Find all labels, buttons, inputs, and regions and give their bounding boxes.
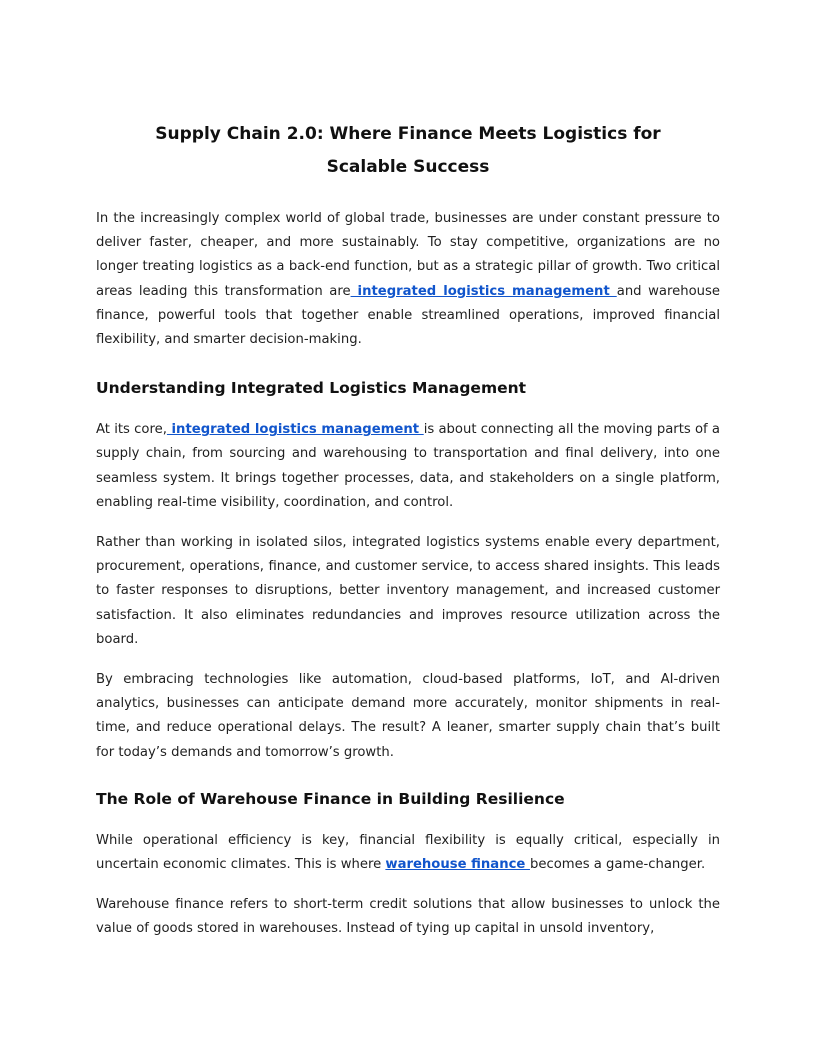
intro-text-before-link: In the increasingly complex world of global trade, businesses are under constant pressure to deliver faster, cheaper, and more sustainably. To stay competitive, organizations are no longer treating logistics as a back-end function, but as a strategic pillar of growth. Two critical areas leading this transformation are (96, 211, 720, 299)
section2-paragraph-1 (96, 829, 720, 877)
section2-p1-before-link: While operational efficiency is key, financial flexibility is equally critical, especially in uncertain economic climates. This is where (96, 832, 720, 873)
page-title: Supply Chain 2.0: Where Finance Meets Logistics for Scalable Success (155, 124, 661, 177)
section2-p1-after-link: becomes a game-changer. (529, 857, 706, 873)
integrated-logistics-link[interactable]: integrated logistics management (350, 283, 617, 299)
section2-paragraph-2: Warehouse finance refers to short-term credit solutions that allow businesses to unlock the value of goods stored in warehouses. Instead of tying up capital in unsold inventory, (96, 897, 720, 937)
section1-paragraph-3: By embracing technologies like automation, cloud-based platforms, IoT, and AI-driven analytics, businesses can anticipate demand more accurately, monitor shipments in real-time, and reduce operational delays. The result? A leaner, smarter supply chain that’s built for today’s demands and tomorrow’s growth. (96, 672, 720, 760)
document-page (96, 118, 720, 958)
integrated-logistics-link-2[interactable]: integrated logistics management (166, 422, 424, 438)
warehouse-finance-link[interactable]: warehouse finance (385, 857, 530, 873)
section1-p1-after-link: is about connecting all the moving parts of a supply chain, from sourcing and warehousing to transportation and final delivery, into one seamless system. It brings together processes, data, and stakeholders on a single platform, enabling real-time visibility, coordination, and control. (96, 422, 721, 510)
section1-paragraph-2: Rather than working in isolated silos, integrated logistics systems enable every department, procurement, operations, finance, and customer service, to access shared insights. This leads to faster responses to disruptions, better inventory management, and increased customer satisfaction. It also eliminates redundancies and improves resource utilization across the board. (96, 535, 720, 647)
section1-paragraph-1 (96, 418, 720, 515)
section-heading-integrated-logistics: Understanding Integrated Logistics Management (96, 379, 527, 398)
intro-paragraph (96, 207, 720, 352)
section-heading-warehouse-finance: The Role of Warehouse Finance in Building Resilience (96, 789, 565, 808)
section1-p1-before-link: At its core, (96, 422, 167, 438)
intro-text-after-link: and warehouse finance, powerful tools that together enable streamlined operations, improved financial flexibility, and smarter decision-making. (96, 283, 720, 348)
